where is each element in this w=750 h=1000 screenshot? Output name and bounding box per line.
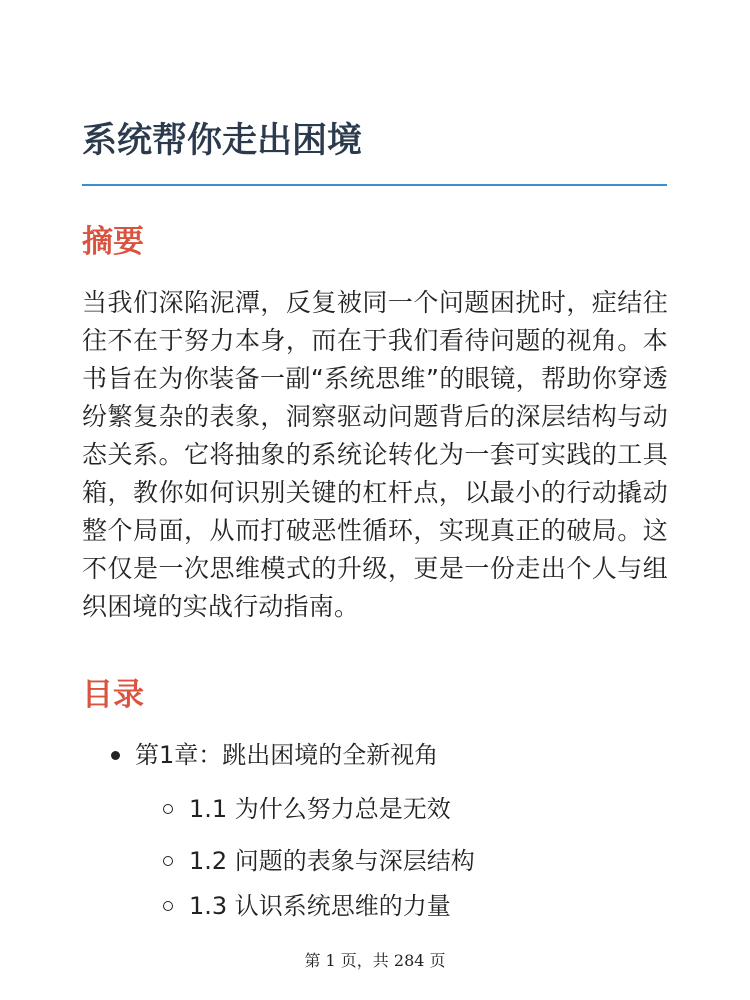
toc-list bbox=[0, 738, 750, 772]
toc-section-1-1[interactable] bbox=[0, 792, 750, 844]
bullet-disc-icon bbox=[111, 751, 120, 760]
toc-section-1-2[interactable] bbox=[0, 844, 750, 889]
title-divider bbox=[82, 184, 667, 186]
toc-section-label: 1.3 认识系统思维的力量 bbox=[189, 892, 451, 920]
document-title: 系统帮你走出困境 bbox=[82, 121, 363, 161]
bullet-circle-icon bbox=[163, 856, 173, 866]
toc-section-1-3[interactable] bbox=[0, 889, 750, 923]
bullet-circle-icon bbox=[163, 901, 173, 911]
toc-chapter-1[interactable] bbox=[0, 738, 750, 772]
abstract-paragraph: 当我们深陷泥潭，反复被同一个问题困扰时，症结往往不在于努力本身，而在于我们看待问题的视角。本书旨在为你装备一副“系统思维”的眼镜，帮助你穿透纷繁复杂的表象，洞察驱动问题背后的深层结构与动态关系。它将抽象的系统论转化为一套可实践的工具箱，教你如何识别关键的杠杆点，以最小的行动撬动整个局面，从而打破恶性循环，实现真正的破局。这不仅是一次思维模式的升级，更是一份走出个人与组织困境的实战行动指南。 bbox=[82, 288, 668, 621]
toc-section-label: 1.2 问题的表象与深层结构 bbox=[189, 847, 475, 875]
abstract-heading: 摘要 bbox=[82, 224, 144, 260]
toc-chapter-label: 第1章：跳出困境的全新视角 bbox=[135, 741, 439, 769]
bullet-circle-icon bbox=[163, 804, 173, 814]
toc-section-label: 1.1 为什么努力总是无效 bbox=[189, 795, 451, 823]
toc-sublist bbox=[0, 792, 750, 923]
toc-heading: 目录 bbox=[82, 677, 144, 713]
page-number-footer: 第 1 页，共 284 页 bbox=[304, 951, 446, 970]
